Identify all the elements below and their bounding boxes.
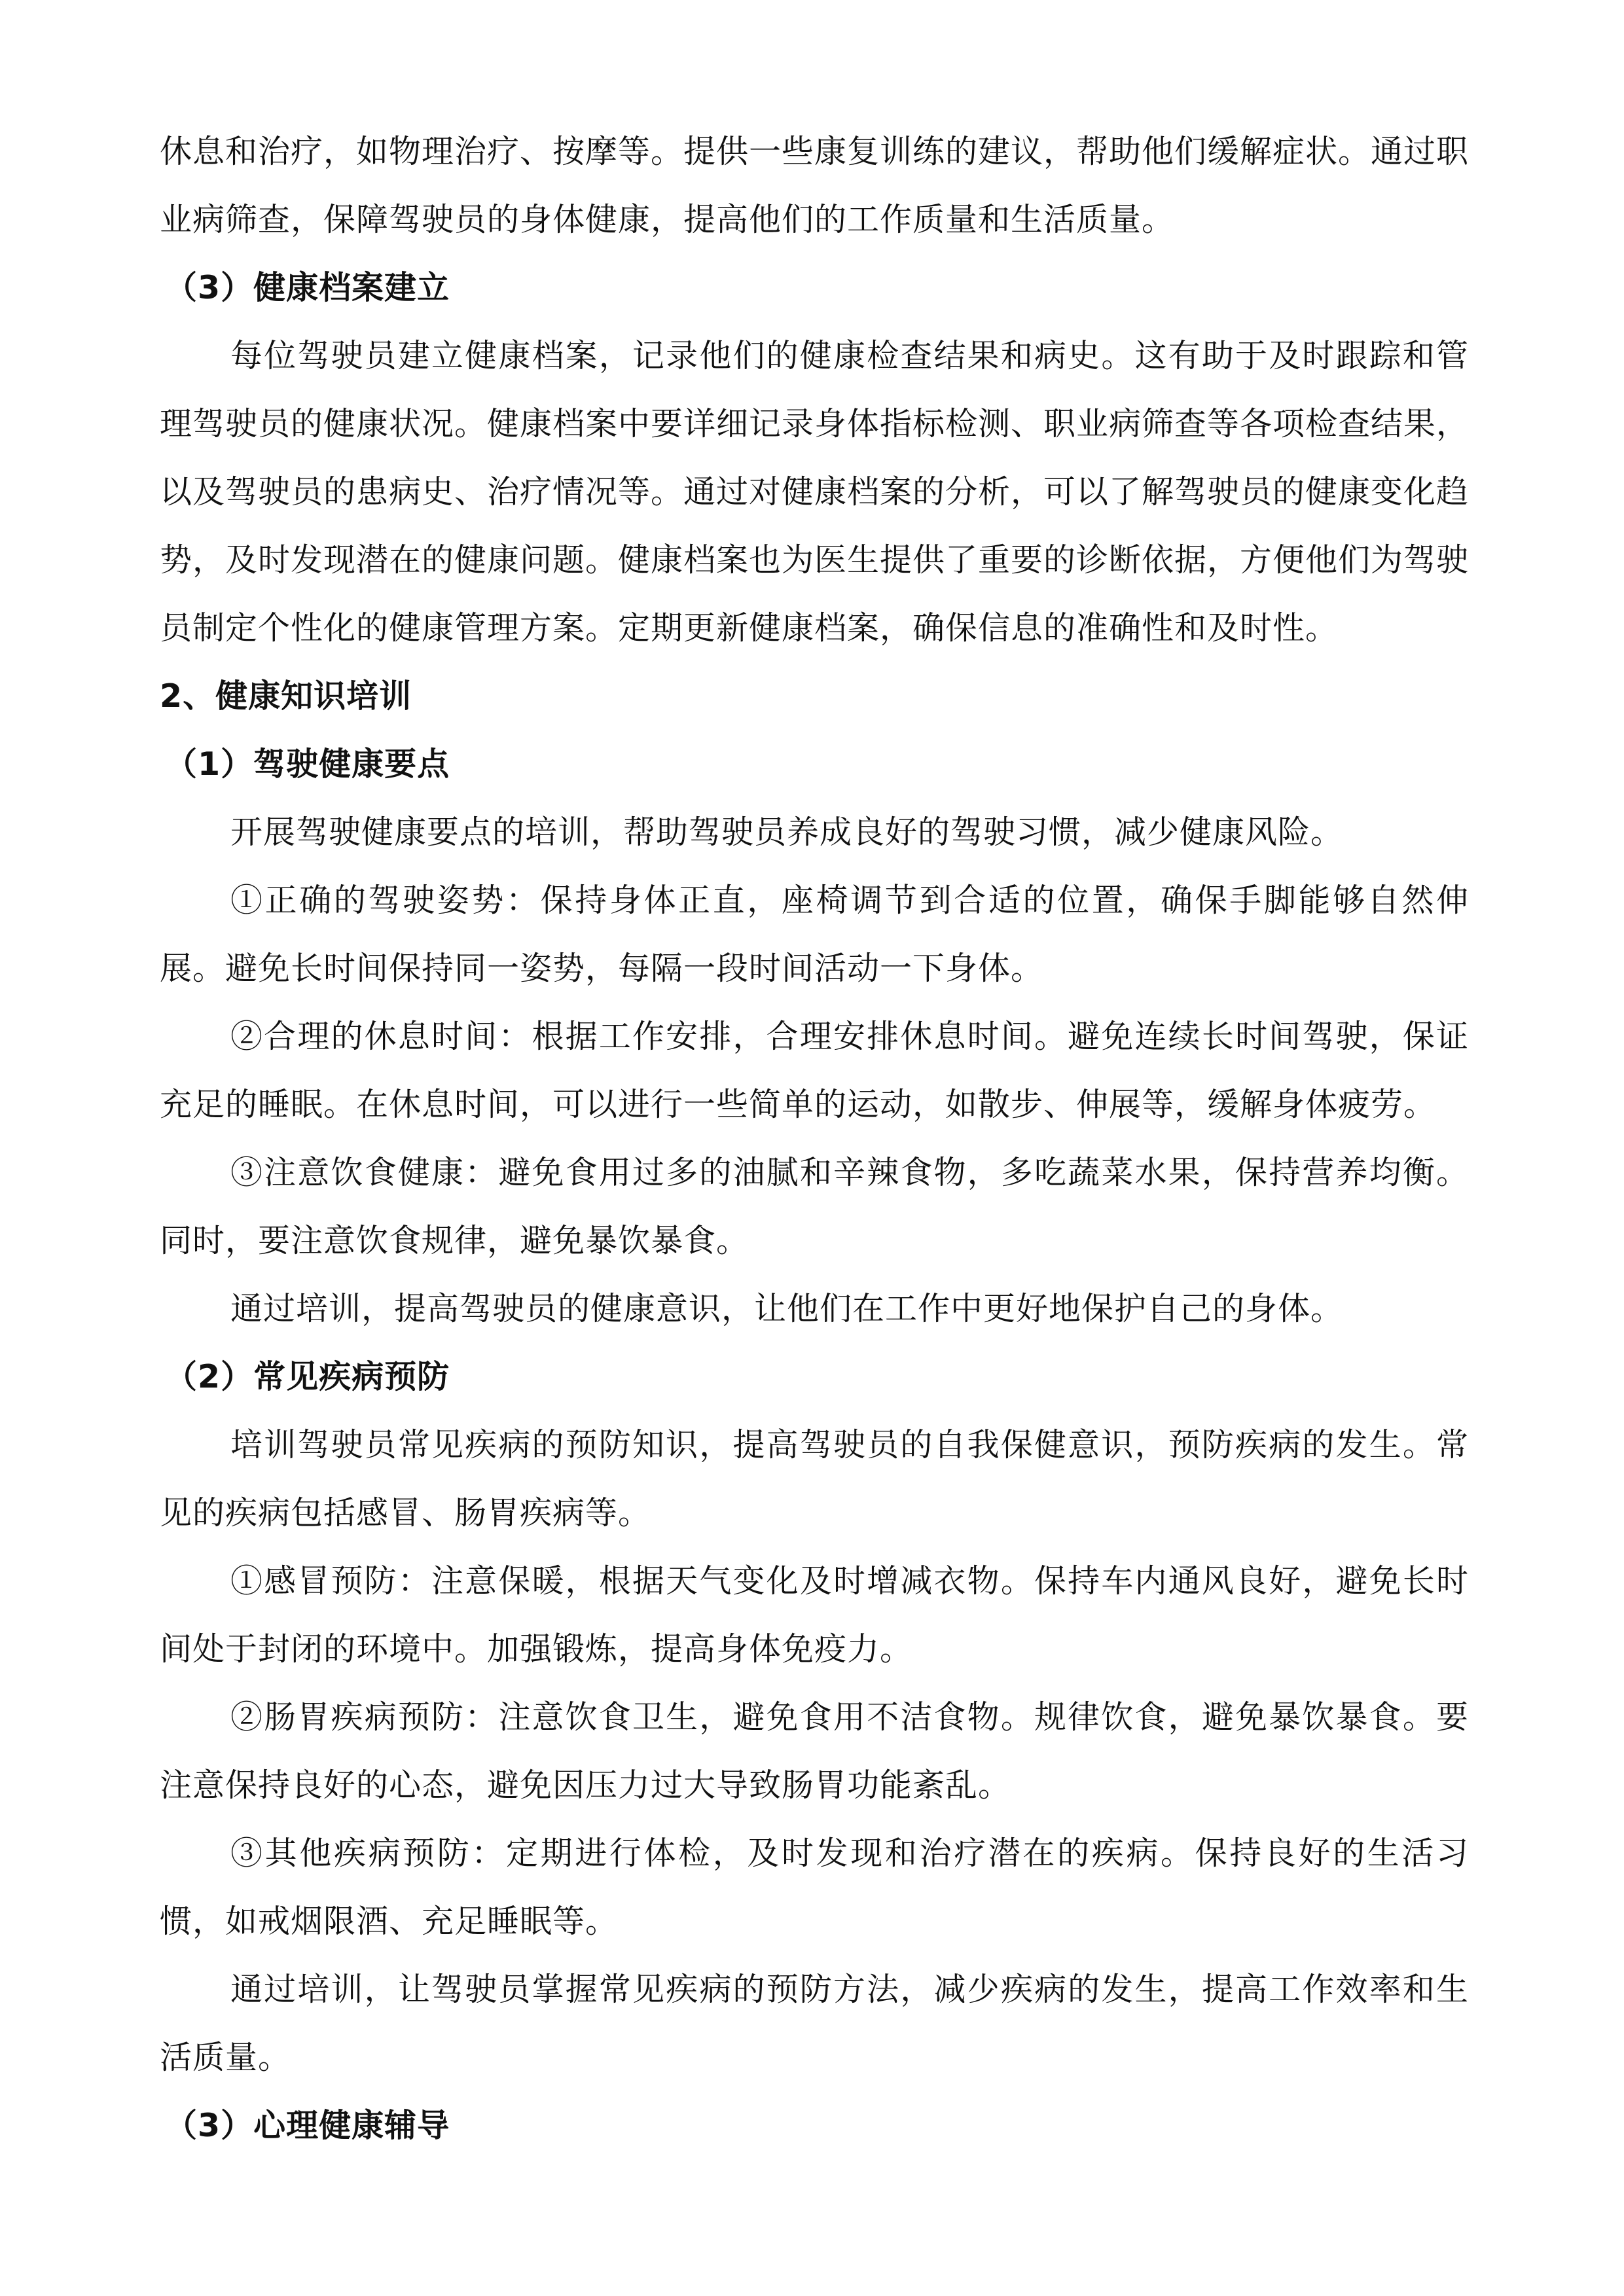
paragraph-driving-intro: 开展驾驶健康要点的培训，帮助驾驶员养成良好的驾驶习惯，减少健康风险。 bbox=[230, 814, 1344, 851]
list-item-diet: ③注意饮食健康：避免食用过多的油腻和辛辣食物，多吃蔬菜水果，保持营养均衡。同时，要注意饮食规律，避免暴饮暴食。 bbox=[160, 1154, 1469, 1259]
list-item-posture: ①正确的驾驶姿势：保持身体正直，座椅调节到合适的位置，确保手脚能够自然伸展。避免长时间保持同一姿势，每隔一段时间活动一下身体。 bbox=[160, 882, 1469, 987]
document-body bbox=[160, 118, 1469, 2160]
list-item-rest: ②合理的休息时间：根据工作安排，合理安排休息时间。避免连续长时间驾驶，保证充足的睡眠。在休息时间，可以进行一些简单的运动，如散步、伸展等，缓解身体疲劳。 bbox=[160, 1018, 1469, 1123]
section-heading-driving-health: （1）驾驶健康要点 bbox=[165, 745, 450, 783]
section-heading-mental-health: （3）心理健康辅导 bbox=[165, 2107, 450, 2144]
list-item-gastro: ②肠胃疾病预防：注意饮食卫生，避免食用不洁食物。规律饮食，避免暴饮暴食。要注意保持良好的心态，避免因压力过大导致肠胃功能紊乱。 bbox=[160, 1698, 1469, 1804]
paragraph-disease-summary: 通过培训，让驾驶员掌握常见疾病的预防方法，减少疾病的发生，提高工作效率和生活质量。 bbox=[160, 1971, 1469, 2076]
chapter-heading-health-training: 2、健康知识培训 bbox=[160, 677, 412, 715]
section-heading-disease-prevention: （2）常见疾病预防 bbox=[165, 1358, 450, 1395]
section-heading-health-records: （3）健康档案建立 bbox=[165, 269, 450, 306]
list-item-cold: ①感冒预防：注意保暖，根据天气变化及时增减衣物。保持车内通风良好，避免长时间处于封闭的环境中。加强锻炼，提高身体免疫力。 bbox=[160, 1562, 1469, 1668]
list-item-other: ③其他疾病预防：定期进行体检，及时发现和治疗潜在的疾病。保持良好的生活习惯，如戒烟限酒、充足睡眠等。 bbox=[160, 1835, 1469, 1940]
paragraph-continued: 休息和治疗，如物理治疗、按摩等。提供一些康复训练的建议，帮助他们缓解症状。通过职业病筛查，保障驾驶员的身体健康，提高他们的工作质量和生活质量。 bbox=[160, 133, 1470, 238]
paragraph-driving-summary: 通过培训，提高驾驶员的健康意识，让他们在工作中更好地保护自己的身体。 bbox=[230, 1290, 1344, 1327]
paragraph-disease-intro: 培训驾驶员常见疾病的预防知识，提高驾驶员的自我保健意识，预防疾病的发生。常见的疾病包括感冒、肠胃疾病等。 bbox=[160, 1426, 1469, 1532]
paragraph-health-records: 每位驾驶员建立健康档案，记录他们的健康检查结果和病史。这有助于及时跟踪和管理驾驶员的健康状况。健康档案中要详细记录身体指标检测、职业病筛查等各项检查结果，以及驾驶员的患病史、治疗情况等。通过对健康档案的分析，可以了解驾驶员的健康变化趋势，及时发现潜在的健康问题。健康档案也为医生提供了重要的诊断依据，方便他们为驾驶员制定个性化的健康管理方案。定期更新健康档案，确保信息的准确性和及时性。 bbox=[160, 337, 1470, 647]
